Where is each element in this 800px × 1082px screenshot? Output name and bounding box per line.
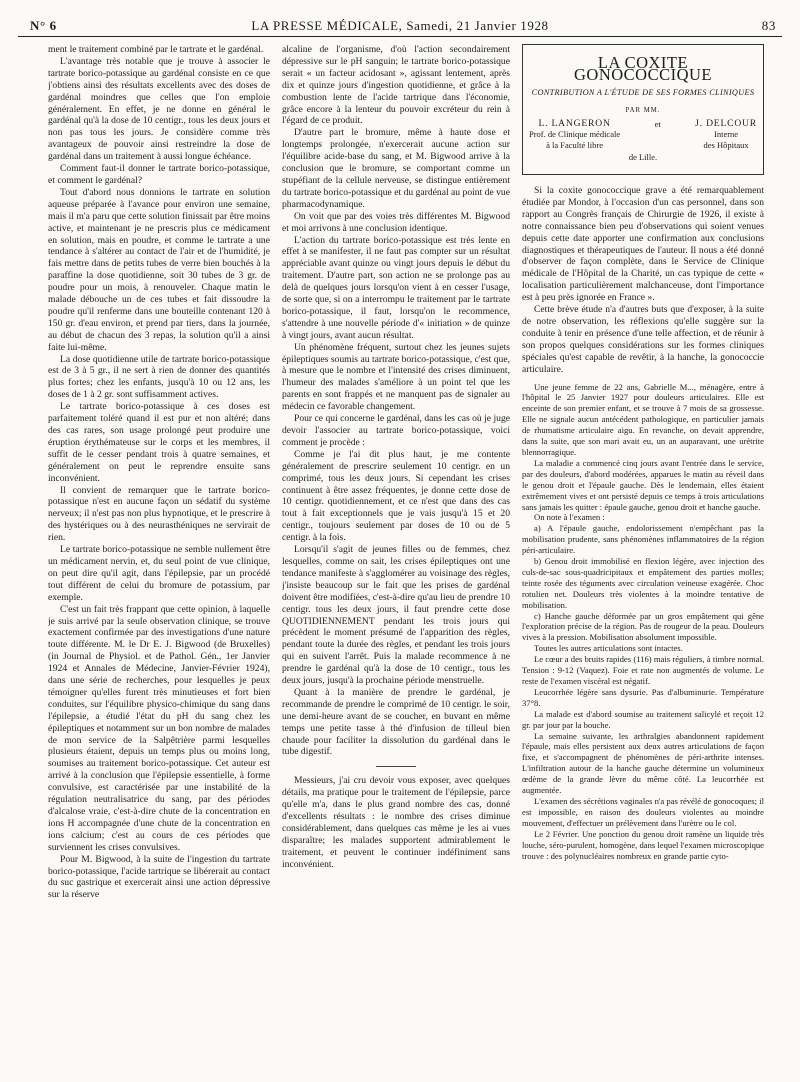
paragraph: Le 2 Février. Une ponction du genou droit ramène un liquide très louche, séro-purulent, homogène, dans lequel l'examen microscopique trouve : des polynucléaires nombreux en grande partie cyto-: [522, 828, 764, 861]
paragraph: Le cœur a des bruits rapides (116) mais réguliers, à timbre normal. Tension : 9-12 (Vaquez). Foie et rate non augmentés de volume. Le reste de l'examen viscéral est négatif.: [522, 654, 764, 686]
paragraph: On note à l'examen :: [534, 512, 605, 523]
paragraph: On voit que par des voies très différentes M. Bigwood et moi arrivons à une conclusion identique.: [282, 210, 510, 234]
article-title-box: [522, 44, 764, 175]
paragraph: Tout d'abord nous donnions le tartrate en solution aqueuse préparée à l'avance pour environ une semaine, mais il m'a paru que cette solution finissait par être moins active, et maintenant je ne prescris plus ce médicament en solution, mais en poudre, et comme le tartrate a une tendance à s'altérer au contact de l'air et de l'humidité, je fais mettre dans de petits tubes de verre bien bouchés à la paraffine la dose quotidienne, soit 30 tubes de 3 gr. de poudre pour un mois, à renouveler. Chaque matin le malade débouche un de ces tubes et fait dissoudre la poudre qu'il renferme dans une bouteille contenant 120 à 150 gr. d'eau environ, et prend par tiers, dans la journée, au début de chacun des 3 repas, la solution qu'il a ainsi faite lui-même.: [48, 186, 270, 353]
paragraph: Lorsqu'il s'agit de jeunes filles ou de femmes, chez lesquelles, comme on sait, les crises épileptiques ont une tendance manifeste à s'agglomérer au voisinage des règles, j'insiste beaucoup sur le fait que les prises de gardénal doivent être modifiées, c'est-à-dire qu'au lieu de prendre 10 centigr. tous les deux jours, il faut prendre cette dose QUOTIDIENNEMENT pendant les trois jours qui précèdent le moment présumé de l'apparition des règles, pendant toute la durée des règles, et pendant les trois jours qui en suivent l'arrêt. Puis la malade recommence à ne prendre le gardénal qu'à la dose de 10 centigr., tous les deux jours, jusqu'à la prochaine période menstruelle.: [282, 544, 510, 687]
paragraph: c) Hanche gauche déformée par un gros empâtement qui gêne l'exploration précise de la région. Pas de rougeur de la peau. Douleurs vives à la pression. Mobilisation absolument impossible.: [522, 610, 764, 643]
author-2: [695, 119, 757, 151]
case-report: [522, 382, 764, 862]
article-subtitle: CONTRIBUTION A L'ÉTUDE DE SES FORMES CLINIQUES: [531, 87, 755, 97]
paragraph: Comme je l'ai dit plus haut, je me contente généralement de prescrire seulement 10 centigr. en un comprimé, tous les deux jours. Si cependant les crises continuent à être assez fréquentes, je donne cette dose de 10 centigr. quotidiennement, et ce n'est que dans des cas tout à fait exceptionnels que je vais jusqu'à 15 et 20 centigr., toujours seulement par doses de 10 ou de 5 centigr. à la fois.: [282, 448, 510, 544]
author-location: de Lille.: [628, 152, 658, 163]
author-name: L. LANGERON: [538, 117, 611, 129]
author-connector: et: [654, 118, 661, 129]
article-title: LA COXITE GONOCOCCIQUE: [574, 53, 712, 84]
column-3: [522, 44, 764, 1070]
paragraph: Messieurs, j'ai cru devoir vous exposer, avec quelques détails, ma pratique pour le traitement de l'épilepsie, parce qu'elle m'a, dans le plus grand nombre des cas, donné d'excellents résultats : le nombre des crises diminue considérablement, dans quelques cas même je les ai vues disparaître; les malades supportent admirablement le traitement, et peuvent le continuer indéfiniment sans inconvénient.: [282, 775, 510, 870]
divider: [376, 766, 416, 767]
paragraph: Comment faut-il donner le tartrate borico-potassique, et comment le gardénal?: [48, 163, 270, 186]
author-affiliation: Interne: [714, 129, 739, 140]
paragraph: Pour M. Bigwood, à la suite de l'ingestion du tartrate borico-potassique, l'acide tartrique se libérerait au contact du suc gastrique et exercerait ainsi une action dépressive sur la réserve: [48, 853, 270, 901]
journal-title: LA PRESSE MÉDICALE, Samedi, 21 Janvier 1928: [251, 18, 549, 33]
paragraph: L'examen des sécrétions vaginales n'a pas révélé de gonocoques; il est impossible, en raison des douleurs violentes au moindre mouvement, d'effectuer un prélèvement dans l'urètre ou le col.: [522, 795, 764, 828]
paragraph: Cette brève étude n'a d'autres buts que d'exposer, à la suite de notre observation, les réflexions qu'elle suggère sur la conduite à tenir en présence d'une telle affection, et de réunir à son propos quelques considérations sur les formes cliniques spéciales qu'est capable de revêtir, à la hanche, la gonococcie articulaire.: [522, 304, 764, 375]
page-number: 83: [761, 18, 776, 33]
paragraph: D'autre part le bromure, même à haute dose et longtemps prolongée, n'exercerait aucune action sur l'équilibre acide-base du sang, et M. Bigwood arrive à la conclusion que le bromure, se comportant comme un stupéfiant de la cellule nerveuse, se distingue entièrement du tartrate borico-potassique et du gardénal au point de vue pharmacodynamique.: [282, 127, 510, 210]
paragraph: Il convient de remarquer que le tartrate borico-potassique n'est en aucune façon un sédatif du système nerveux; il n'est pas non plus hypnotique, et le prescrire à des hystériques ou à des neurasthéniques ne servirait de rien.: [48, 484, 270, 544]
authors: [529, 119, 757, 151]
paragraph: C'est un fait très frappant que cette opinion, à laquelle je suis arrivé par la seule observation clinique, se trouve exactement confirmée par des investigations d'une nature toute différente. M. le Dr E. J. Bigwood (de Bruxelles) (in Journal de Physiol. et de Pathol. Gén., 1er Janvier 1924 et Annales de Médecine, Janvier-Février 1924), dans une série de recherches, pour lesquelles je peux témoigner qu'elles furent très minutieuses et fort bien conduites, sur l'équilibre physico-chimique du sang dans l'épilepsie, a étudié l'état du pH du sang chez les épileptiques et notamment sur un bon nombre de malades de mon service de la Salpêtrière parmi lesquelles plusieurs étaient, depuis un temps plus ou moins long, soumises au traitement borico-potassique. Cet auteur est arrivé à la conclusion que l'épilepsie essentielle, à forme convulsive, est caractérisée par une instabilité de la régulation neutralisatrice du sang, par des périodes d'alcalose vraie, c'est-à-dire chute de la concentration en ions H accompagnée d'une chute de la concentration en ions calcium; c'est au cours de ces périodes que surviennent les crises convulsives.: [48, 603, 270, 853]
column-2: [282, 44, 510, 1070]
paragraph: La malade est d'abord soumise au traitement salicylé et reçoit 12 gr. par jour par la bouche.: [522, 708, 764, 730]
paragraph: Si la coxite gonococcique grave a été remarquablement étudiée par Mondor, à l'occasion d'un cas personnel, dans son rapport au Congrès français de Chirurgie de 1926, il existe à notre connaissance bien peu d'observations qui soient venues depuis cette date apporter une confirmation aux conclusions diagnostiques et thérapeutiques de l'auteur. Il nous a été donné d'observer de façon complète, dans le Service de Clinique médicale de l'Hôpital de la Charité, un cas typique de cette « localisation particulièrement malchanceuse, dont l'importance est à peu près ignorée en France ».: [522, 185, 764, 304]
paragraph: b) Genou droit immobilisé en flexion légère, avec injection des culs-de-sac sous-quadricipitaux et empâtement des parties molles; teinte rosée des téguments avec circulation veineuse exagérée. Choc rotulien net. Douleurs très violentes à la moindre tentative de mobilisation.: [522, 556, 764, 610]
column-1: [48, 44, 270, 1070]
paragraph: L'action du tartrate borico-potassique est très lente en effet à se manifester, il ne faut pas compter sur un résultat appréciable avant quinze ou vingt jours depuis le début du traitement. D'autre part, son action ne se prolonge pas au delà de quelques jours lorsqu'on vient à en cesser l'usage, de sorte que, si on a interrompu le traitement par le tartrate borico-potassique, il faut, lorsqu'on le recommence, s'attendre à une nouvelle période d'« initiation » de quinze à vingt jours, avant aucun résultat.: [282, 234, 510, 341]
paragraph: Une jeune femme de 22 ans, Gabrielle M..., ménagère, entre à l'hôpital le 25 Janvier 1927 pour douleurs articulaires. Elle est enceinte de son premier enfant, et se trouve à 7 mois de sa grossesse. Elle ne signale aucun antécédent pathologique, en particulier jamais de rhumatisme articulaire aigu. En revanche, on devait apprendre, dans la suite, que son mari avait eu, un an auparavant, une urétrite blennorragique.: [522, 381, 764, 457]
author-1: [529, 119, 620, 151]
paragraph: ment le traitement combiné par le tartrate et le gardénal.: [48, 44, 264, 55]
author-name: J. DELCOUR: [695, 117, 757, 129]
paragraph: L'avantage très notable que je trouve à associer le tartrate borico-potassique au gardénal consiste en ce que j'obtiens ainsi des résultats excellents avec des doses de gardénal moindres que celles que l'on emploie généralement. En effet, je ne donne en général le gardénal qu'à la dose de 10 centigr., tous les deux jours et non pas tous les jours. Je considère comme très avantageux de pouvoir ainsi restreindre la dose de gardénal dans un traitement à aussi longue échéance.: [48, 55, 270, 163]
paragraph: Un phénomène fréquent, surtout chez les jeunes sujets épileptiques soumis au tartrate borico-potassique, c'est que, à mesure que le nombre et l'intensité des crises diminuent, l'humeur des malades s'améliore à un point tel que les parents en sont frappés et ne manquent pas de signaler au médecin ce favorable changement.: [282, 341, 510, 413]
paragraph: La dose quotidienne utile de tartrate borico-potassique est de 3 à 5 gr., il ne sert à rien de donner des quantités plus fortes; chez les enfants, jusqu'à 10 ou 12 ans, les doses de 1 à 2 gr. sont suffisamment actives.: [48, 353, 270, 401]
paragraph: alcaline de l'organisme, d'où l'action secondairement dépressive sur le pH sanguin; le tartrate borico-potassique serait « un facteur acidosant », agissant lentement, après dix et quinze jours d'ingestion quotidienne, et grâce à la combustion lente de l'acide tartrique dans l'économie, grâce encore à la lenteur du pouvoir excréteur du rein à l'égard de ce produit.: [282, 44, 510, 127]
paragraph: La semaine suivante, les arthralgies abandonnent rapidement l'épaule, mais elles persistent aux deux autres articulations de façon fixe, et s'accompagnent de phénomènes de péri-arthrite intenses. L'infiltration autour de la hanche gauche détermine un volumineux œdème de la grande lèvre du même côté. La leucorrhée est augmentée.: [522, 730, 764, 796]
paragraph: Quant à la manière de prendre le gardénal, je recommande de prendre le comprimé de 10 centigr. le soir, une demi-heure avant de se coucher, en buvant en même temps une petite tasse à thé d'infusion de tilleul bien chaude pour faciliter la dissolution du gardénal dans le tube digestif.: [282, 686, 510, 758]
paragraph: Le tartrate borico-potassique ne semble nullement être un médicament nervin, et, du seul point de vue clinique, on peut dire qu'il agit, dans l'épilepsie, par un procédé tout différent de celui du bromure de potassium, par exemple.: [48, 544, 270, 603]
running-header: [18, 14, 782, 37]
paragraph: Toutes les autres articulations sont intactes.: [534, 643, 683, 654]
author-affiliation: des Hôpitaux: [703, 139, 749, 150]
paragraph: a) A l'épaule gauche, endolorissement n'empêchant pas la mobilisation prudente, sans phénomènes inflammatoires de la région péri-articulaire.: [522, 523, 764, 556]
paragraph: Le tartrate borico-potassique à ces doses est parfaitement toléré quand il est pur et non altéré; dans des cas rares, son usage prolongé peut produire une éruption érythémateuse sur le corps et les membres, il suffit de le cesser pendant trois à quatre semaines, et généralement on peut le reprendre ensuite sans inconvénient.: [48, 401, 270, 484]
issue-number: N° 6: [30, 18, 57, 33]
paragraph: Leucorrhée légère sans dysurie. Pas d'albuminurie. Température 37°8.: [522, 686, 764, 708]
paragraph: La maladie a commencé cinq jours avant l'entrée dans le service, par des douleurs, d'abord modérées, apparues le matin au réveil dans le genou droit et l'épaule gauche. Dès le lendemain, elles étaient extrêmement vives et ont persisté depuis ce temps à trois articulations sans jamais les quitter : épaule gauche, genou droit et hanche gauche.: [522, 457, 764, 512]
author-affiliation: Prof. de Clinique médicale: [529, 129, 621, 140]
paragraph: Pour ce qui concerne le gardénal, dans les cas où je juge devoir l'associer au tartrate borico-potassique, voici comment je procède :: [282, 413, 510, 448]
author-affiliation: à la Faculté libre: [546, 139, 603, 150]
byline-prefix: PAR MM.: [625, 106, 661, 114]
